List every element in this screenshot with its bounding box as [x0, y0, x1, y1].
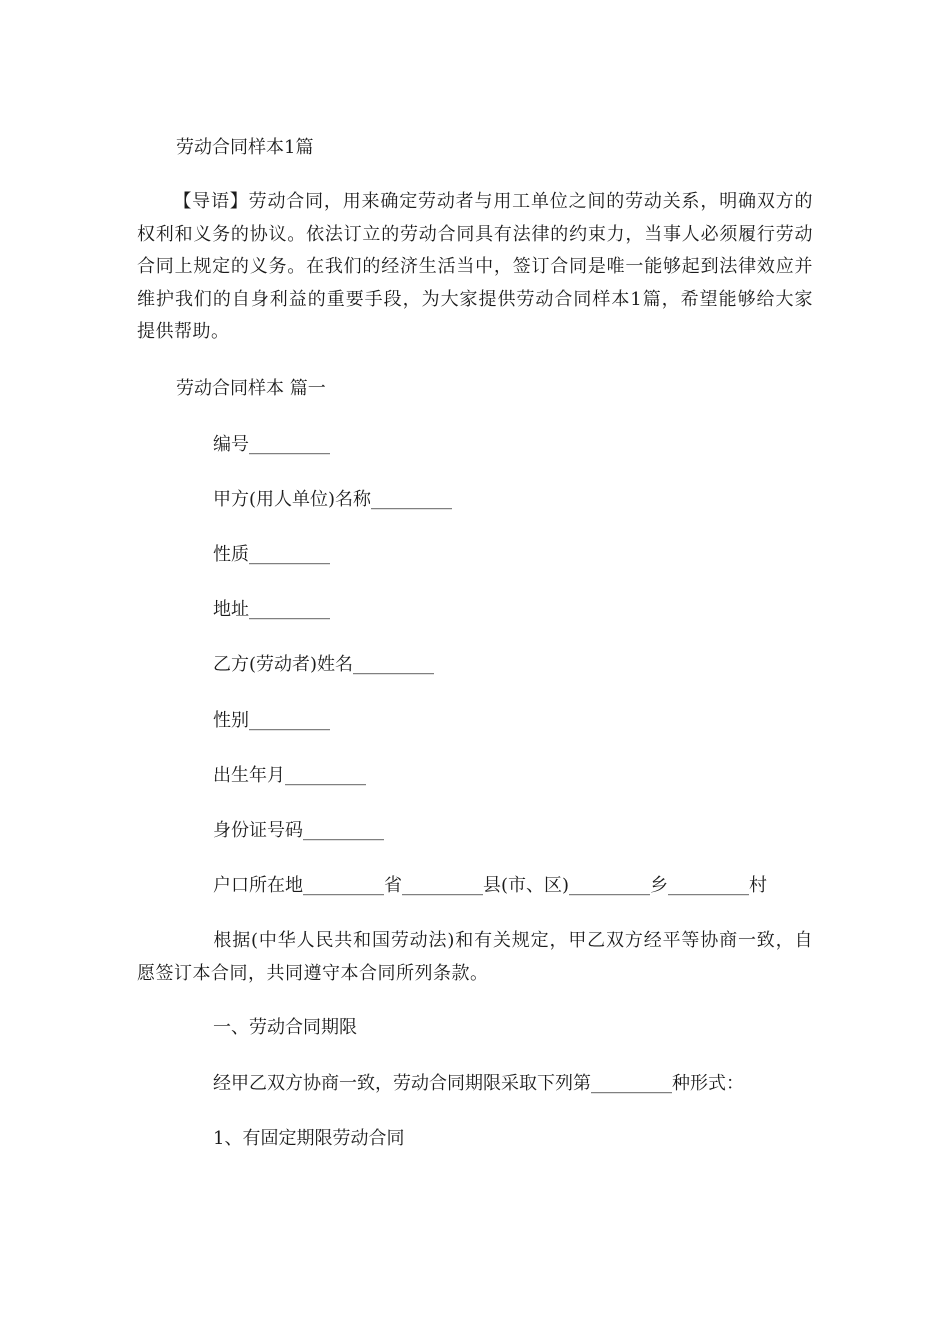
intro-paragraph [137, 186, 813, 349]
section-title: 劳动合同样本 篇一 [176, 378, 326, 399]
field-employee-gender: 性别_________ [213, 710, 330, 731]
field-employer-nature: 性质_________ [213, 544, 330, 565]
clause1-title: 一、劳动合同期限 [213, 1017, 357, 1038]
field-contract-number: 编号_________ [213, 434, 330, 455]
field-employer-name: 甲方(用人单位)名称_________ [213, 489, 453, 510]
field-employee-name: 乙方(劳动者)姓名_________ [213, 654, 435, 675]
document-title: 劳动合同样本1篇 [176, 137, 314, 158]
field-employer-address: 地址_________ [213, 599, 330, 620]
clause1-item1: 1、有固定期限劳动合同 [213, 1128, 405, 1149]
basis-paragraph [137, 925, 813, 990]
intro-text: 【导语】劳动合同，用来确定劳动者与用工单位之间的劳动关系，明确双方的权利和义务的协议。依法订立的劳动合同具有法律的约束力，当事人必须履行劳动合同上规定的义务。在我们的经济生活当中，签订合同是唯一能够起到法律效应并维护我们的自身利益的重要手段，为大家提供劳动合同样本1篇，希望能够给大家提供帮助。 [137, 191, 813, 342]
basis-text: 根据(中华人民共和国劳动法)和有关规定，甲乙双方经平等协商一致，自愿签订本合同，共同遵守本合同所列条款。 [137, 930, 813, 984]
field-employee-birth: 出生年月_________ [213, 765, 366, 786]
field-employee-id: 身份证号码_________ [213, 820, 384, 841]
field-household-registration: 户口所在地_________省_________县(市、区)_________乡_________村 [213, 875, 768, 896]
clause1-text: 经甲乙双方协商一致，劳动合同期限采取下列第_________种形式： [213, 1073, 744, 1094]
